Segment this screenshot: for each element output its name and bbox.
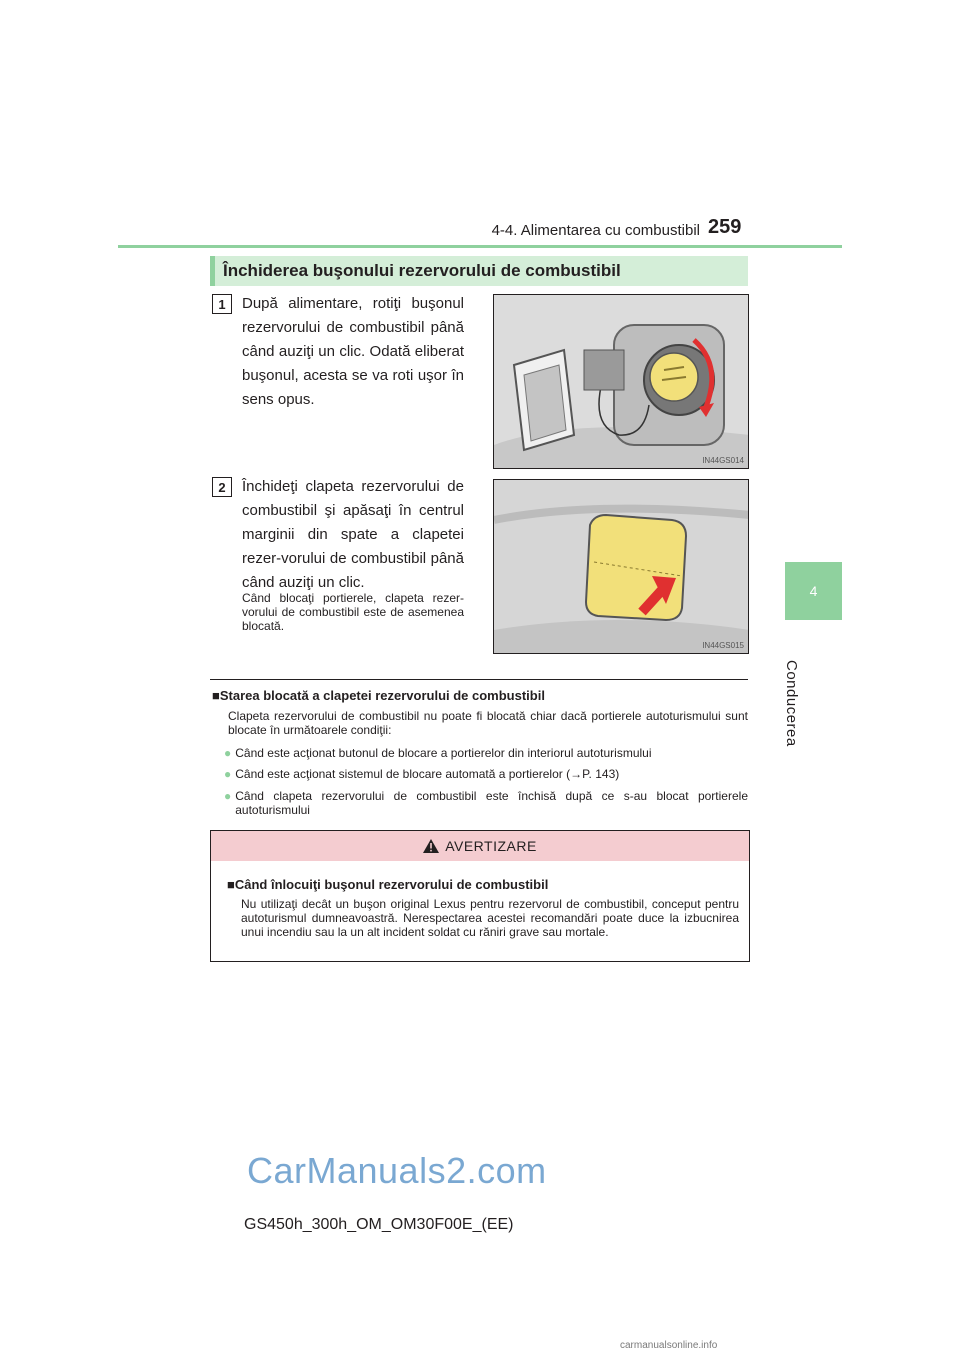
info-bullet-2-text: Când este acţionat sistemul de blocare automată a portierelor (→P. 143) [235, 767, 620, 781]
bullet-dot-icon: ● [224, 789, 232, 803]
bullet-dot-icon: ● [224, 767, 232, 781]
step-1-text: După alimentare, rotiţi buşonul rezervorului de combustibil până când auziţi un clic. Odată eliberat buşonul, acesta se va roti uşor în sens opus. [242, 295, 464, 408]
footer-model-code: GS450h_300h_OM_OM30F00E_(EE) [244, 1216, 514, 1233]
section-title [210, 256, 748, 286]
header-section-title: 4-4. Alimentarea cu combustibil [491, 222, 700, 239]
step-2-text: Închideţi clapeta rezervorului de combustibil şi apăsaţi în centrul marginii din spate a clapetei rezer-vorului de combustibil până când auziţi un clic. [242, 478, 464, 591]
info-bullet-1 [224, 746, 748, 760]
chapter-label: Conducerea [783, 660, 800, 747]
fuel-door-illustration [494, 480, 749, 654]
warning-header [211, 831, 749, 861]
warning-header-text: AVERTIZARE [445, 838, 537, 854]
chapter-number: 4 [809, 583, 818, 599]
info-title: ■Starea blocată a clapetei rezervorului de combustibil [212, 688, 545, 703]
figure-2-code: IN44GS015 [702, 641, 744, 650]
warning-title: ■Când înlocuiţi buşonul rezervorului de combustibil [227, 877, 549, 892]
warning-box [210, 830, 750, 962]
info-bullet-3 [224, 789, 748, 817]
section-divider [210, 679, 748, 680]
section-title-text: Închiderea buşonului rezervorului de combustibil [223, 261, 621, 280]
step-number-2: 2 [212, 477, 232, 497]
info-bullet-1-text: Când este acţionat butonul de blocare a portierelor din interiorul autoturismului [235, 746, 652, 760]
step-number-1: 1 [212, 294, 232, 314]
warning-text: Nu utilizaţi decât un buşon original Lexus pentru rezervorul de combustibil, conceput pentru autoturismul dumneavoastră. Nerespectarea acestei recomandări poate duce la izbucnirea unui incendiu sau la un alt incident soldat cu răniri grave sau mortale. [241, 897, 739, 939]
figure-1-code: IN44GS014 [702, 456, 744, 465]
info-intro: Clapeta rezervorului de combustibil nu poate fi blocată chiar dacă portierele autoturismului sunt blocate în următoarele condiţii: [228, 709, 748, 737]
step-2-note: Când blocaţi portierele, clapeta rezer-vorului de combustibil este de asemenea blocată. [242, 591, 464, 633]
watermark-logo: CarManuals2.com [247, 1150, 547, 1191]
header-rule [118, 245, 842, 248]
fuel-cap-illustration [494, 295, 749, 469]
info-bullet-2 [224, 767, 748, 781]
figure-fuel-door [493, 479, 749, 654]
bullet-dot-icon: ● [224, 746, 232, 760]
watermark-site: carmanualsonline.info [620, 1340, 718, 1351]
chapter-tab [785, 562, 842, 620]
page-number: 259 [708, 216, 742, 238]
figure-fuel-cap [493, 294, 749, 469]
info-bullet-3-text: Când clapeta rezervorului de combustibil este închisă după ce s-au blocat portierele autoturismului [235, 789, 748, 817]
warning-triangle-icon [423, 839, 439, 853]
